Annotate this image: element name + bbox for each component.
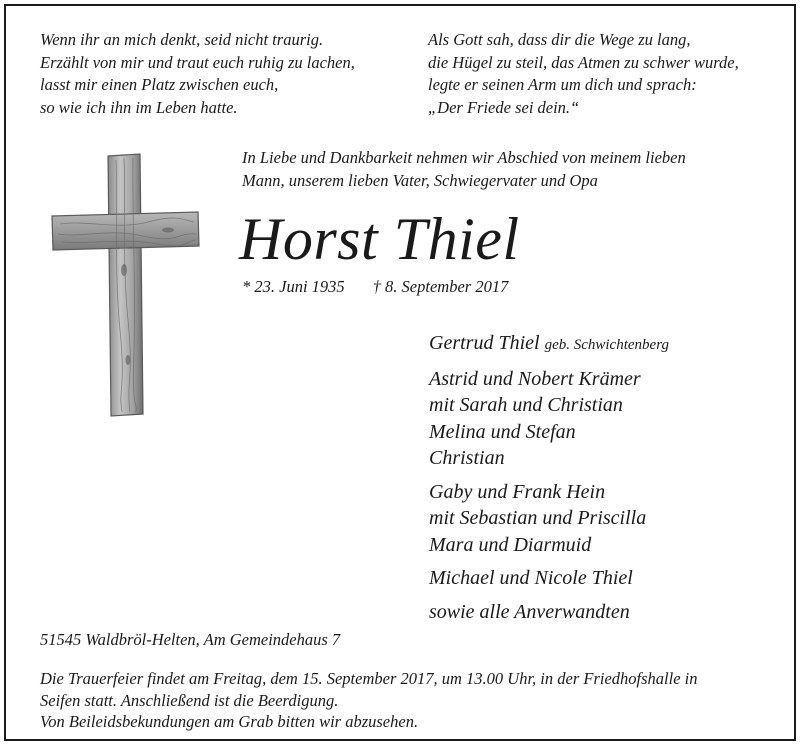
family-line: sowie alle Anverwandten [429,600,630,623]
family-line: Melina und Stefan [429,420,576,443]
spouse-line [429,330,669,359]
family-group [429,479,669,559]
poem-left-line: so wie ich ihn im Leben hatte. [40,97,238,117]
poem-right-line: Als Gott sah, dass dir die Wege zu lang, [428,30,691,49]
spouse-maiden-name: geb. Schwichtenberg [544,337,669,353]
family-list [429,330,669,632]
poem-left-line: Wenn ihr an mich denkt, seid nicht traurig. [40,30,324,49]
funeral-notice [40,668,780,733]
notice-line: Von Beileidsbekundungen am Grab bitten wir abzusehen. [40,712,419,731]
poem-left [40,29,355,119]
family-group [429,366,669,472]
poem-right-line: „Der Friede sei dein.“ [428,97,580,117]
family-group [429,565,669,592]
address: 51545 Waldbröl-Helten, Am Gemeindehaus 7 [40,630,341,649]
spouse-name: Gertrud Thiel [429,332,540,354]
life-dates [242,277,508,297]
family-line: mit Sarah und Christian [429,394,623,416]
intro-line: In Liebe und Dankbarkeit nehmen wir Abschied von meinem lieben [242,148,686,167]
intro-line: Mann, unserem lieben Vater, Schwiegervater und Opa [242,171,598,190]
death-date: † 8. September 2017 [372,277,509,296]
notice-line: Die Trauerfeier findet am Freitag, dem 15. September 2017, um 13.00 Uhr, in der Friedhofshalle in [40,669,698,688]
family-group [429,599,669,626]
family-line: Mara und Diarmuid [429,533,592,556]
family-line: Christian [429,447,505,469]
birth-date: * 23. Juni 1935 [242,277,345,296]
poem-left-line: Erzählt von mir und traut euch ruhig zu lachen, [40,52,355,72]
family-line: mit Sebastian und Priscilla [429,507,647,529]
family-group [429,330,669,359]
poem-right-line: die Hügel zu steil, das Atmen zu schwer wurde, [428,52,739,72]
notice-line: Seifen statt. Anschließend ist die Beerdigung. [40,690,339,710]
deceased-name: Horst Thiel [239,206,520,272]
intro-text [242,146,686,192]
poem-right-line: legte er seinen Arm um dich und sprach: [428,75,697,94]
family-line: Michael und Nicole Thiel [429,567,633,589]
poem-right [428,29,739,119]
family-line: Gaby und Frank Hein [429,480,606,503]
poem-left-line: lasst mir einen Platz zwischen euch, [40,75,279,94]
obituary-notice [4,4,796,741]
family-line: Astrid und Nobert Krämer [429,367,641,390]
wooden-cross-icon [48,150,203,420]
